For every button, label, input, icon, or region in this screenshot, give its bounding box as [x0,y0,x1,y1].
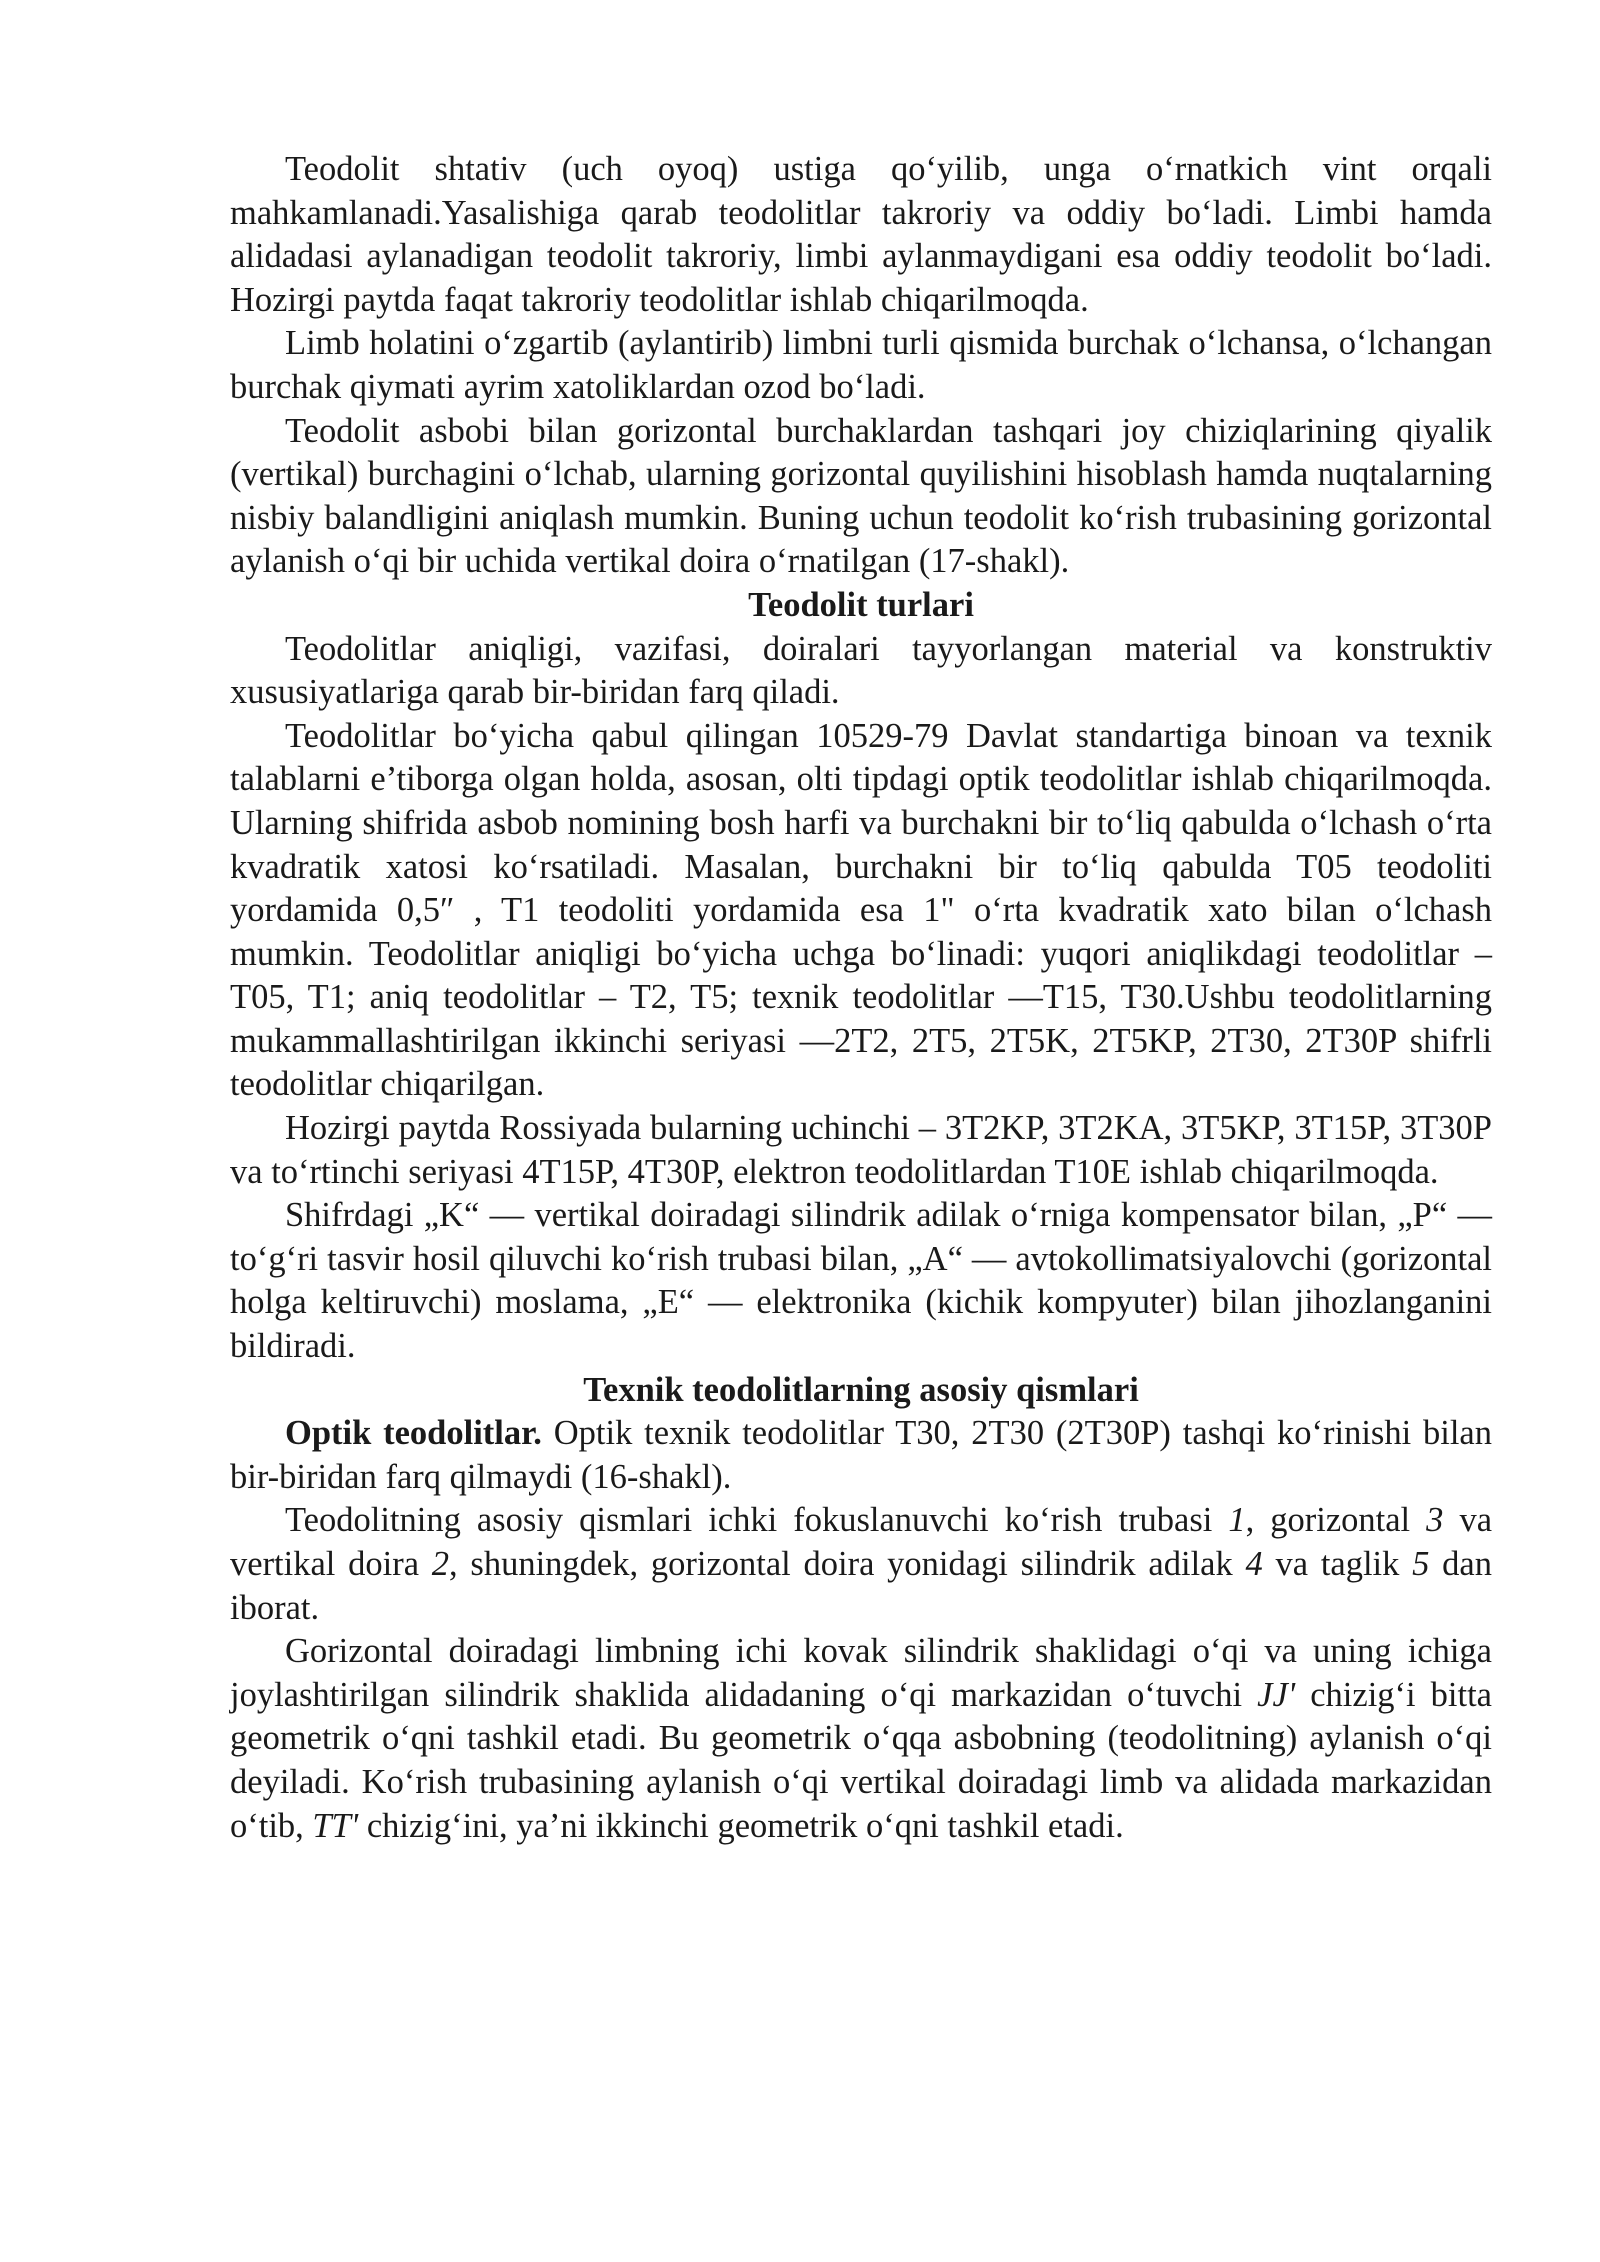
text-segment: Gorizontal doiradagi limbning ichi kovak silindrik shaklidagi o‘qi va uning ichiga joylashtirilgan silindrik shaklida alidadaning o‘qi markazidan o‘tuvchi [230,1632,1492,1714]
text-segment: va taglik [1262,1545,1413,1583]
part-number-5: 5 [1412,1545,1430,1583]
text-segment: , shuningdek, gorizontal doira yonidagi silindrik adilak [449,1545,1246,1583]
text-segment: chizig‘i bitta geometrik o‘qni tashkil etadi. Bu geometrik o‘qqa asbobning (teodolitning) aylanish o‘qi deyiladi. Ko‘rish trubasining aylanish o‘qi vertikal doiradagi limb va alidada markazidan o‘tib, [230,1675,1492,1845]
paragraph-optical-rest: Optik texnik teodolitlar T30, 2T30 (2T30P) tashqi ko‘rinishi bilan bir-biridan farq qilmaydi (16-shakl). [230,1414,1492,1496]
part-number-3: 3 [1426,1501,1444,1540]
text-segment: va vertikal doira [230,1501,1493,1583]
text-segment: dan iborat. [230,1545,1492,1627]
paragraph-tripod: Teodolit shtativ (uch oyoq) ustiga qo‘yilib, unga o‘rnatkich vint orqali mahkamlanadi.Yasalishiga qarab teodolitlar takroriy va oddiy bo‘ladi. Limbi hamda alidadasi aylanadigan teodolit takroriy, limbi aylanmaydigani esa oddiy teodolit bo‘ladi. Hozirgi paytda faqat takroriy teodolitlar ishlab chiqarilmoqda. [230,150,1492,319]
paragraph-optical-theodolites [230,1412,1492,1499]
paragraph-vertical-angle: Teodolit asbobi bilan gorizontal burchaklardan tashqari joy chiziqlarining qiyalik (vertikal) burchagini o‘lchab, ularning gorizontal quyilishini hisoblash hamda nuqtalarning nisbiy balandligini aniqlash mumkin. Buning uchun teodolit ko‘rish trubasining gorizontal aylanish o‘qi bir uchida vertikal doira o‘rnatilgan (17-shakl). [230,411,1492,581]
paragraph-limb-position: Limb holatini o‘zgartib (aylantirib) limbni turli qismida burchak o‘lchansa, o‘lchangan burchak qiymati ayrim xatoliklardan ozod bo‘ladi. [230,324,1492,406]
paragraph-series: Hozirgi paytda Rossiyada bularning uchinchi – 3T2KP, 3T2KA, 3T5KP, 3T15P, 3T30P va to‘rtinchi seriyasi 4T15P, 4T30P, elektron teodolitlardan T10E ishlab chiqarilmoqda. [230,1109,1492,1191]
lead-optical-theodolites: Optik teodolitlar. [285,1414,542,1453]
paragraph-standard: Teodolitlar bo‘yicha qabul qilingan 10529-79 Davlat standartiga binoan va texnik talablarni e’tiborga olgan holda, asosan, olti tipdagi optik teodolitlar ishlab chiqarilmoqda. Ularning shifrida asbob nomining bosh harfi va burchakni bir to‘liq qabulda o‘lchash o‘rta kvadratik xatosi ko‘rsatiladi. Masalan, burchakni bir to‘liq qabulda T05 teodoliti yordamida 0,5″ , T1 teodoliti yordamida esa 1" o‘rta kvadratik xato bilan o‘lchash mumkin. Teodolitlar aniqligi bo‘yicha uchga bo‘linadi: yuqori aniqlikdagi teodolitlar – T05, T1; aniq teodolitlar – T2, T5; texnik teodolitlar —T15, T30.Ushbu teodolitlarning mukammallashtirilgan ikkinchi seriyasi —2T2, 2T5, 2T5K, 2T5KP, 2T30, 2T30P shifrli teodolitlar chiqarilgan. [230,716,1492,1104]
axis-label-jj: JJ' [1257,1675,1296,1714]
paragraph-main-parts [230,1499,1492,1630]
part-number-4: 4 [1245,1545,1263,1583]
paragraph-cipher-letters: Shifrdagi „K“ — vertikal doiradagi silindrik adilak o‘rniga kompensator bilan, „P“ — to‘g‘ri tasvir hosil qiluvchi ko‘rish trubasi bilan, „A“ — avtokollimatsiyalovchi (gorizontal holga keltiruvchi) moslama, „E“ — elektronika (kichik kompyuter) bilan jihozlanganini bildiradi. [230,1196,1492,1366]
text-segment: , gorizontal [1245,1501,1427,1540]
heading-theodolite-types: Teodolit turlari [748,585,974,624]
part-number-1: 1 [1228,1501,1246,1540]
heading-main-parts: Texnik teodolitlarning asosiy qismlari [583,1370,1139,1409]
part-number-2: 2 [431,1545,450,1583]
text-segment: Teodolitning asosiy qismlari ichki fokuslanuvchi ko‘rish trubasi [285,1501,1229,1540]
text-segment: chizig‘ini, ya’ni ikkinchi geometrik o‘qni tashkil etadi. [358,1806,1124,1845]
axis-label-tt: TT' [312,1806,359,1845]
paragraph-types-intro: Teodolitlar aniqligi, vazifasi, doiralari tayyorlangan material va konstruktiv xususiyatlariga qarab bir-biridan farq qiladi. [230,629,1492,712]
paragraph-axes [230,1630,1492,1848]
document-page [230,148,1492,1848]
